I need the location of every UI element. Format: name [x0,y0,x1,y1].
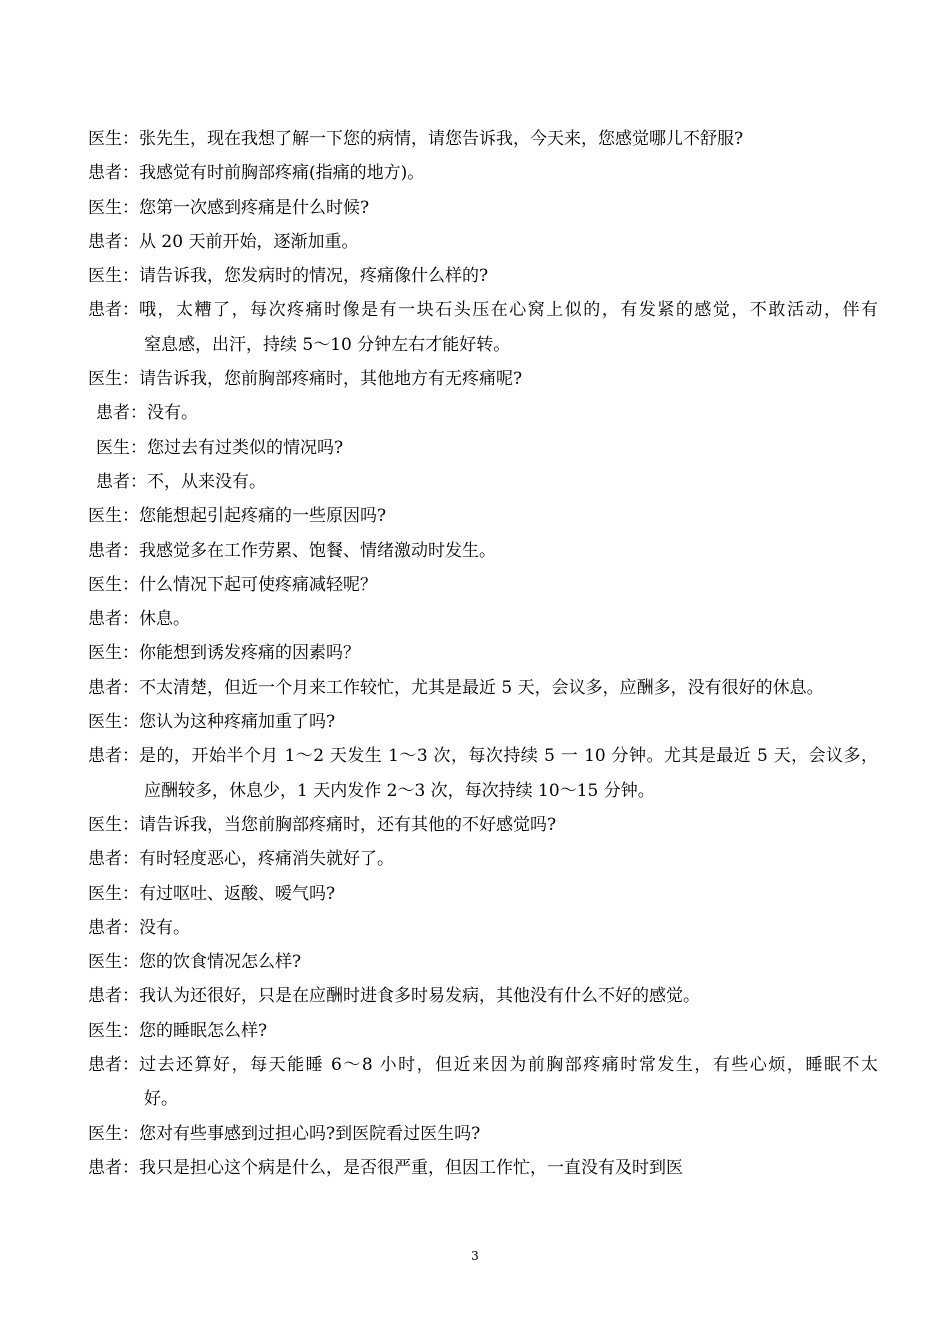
speaker-label: 患者： [88,1157,139,1178]
dialogue-line [88,362,878,396]
dialogue-line [88,465,878,499]
dialogue-line [88,636,878,670]
utterance-text: 没有。 [147,403,198,424]
utterance-text: 张先生，现在我想了解一下您的病情，请您告诉我，今天来，您感觉哪儿不舒服? [139,129,744,149]
speaker-label: 患者： [88,540,139,561]
utterance-text: 是的，开始半个月 1～2 天发生 1～3 次，每次持续 5 一 10 分钟。尤其是最近 5 天，会议多， [139,746,878,767]
dialogue-body [88,122,878,1185]
speaker-label: 医生： [88,1020,139,1041]
utterance-text: 不，从来没有。 [147,471,266,492]
dialogue-line [88,1014,878,1048]
dialogue-line [88,191,878,225]
speaker-label: 患者： [88,849,139,870]
speaker-label: 医生： [88,883,139,904]
dialogue-line [88,499,878,533]
dialogue-line [88,808,878,842]
utterance-text: 请告诉我，您前胸部疼痛时，其他地方有无疼痛呢? [139,369,523,390]
speaker-label: 医生： [88,506,139,527]
speaker-label: 患者： [88,986,139,1007]
utterance-text: 您对有些事感到过担心吗?到医院看过医生吗? [139,1123,481,1144]
utterance-text: 我感觉多在工作劳累、饱餐、情绪激动时发生。 [139,540,496,561]
speaker-label: 医生： [88,1123,139,1144]
utterance-continuation: 应酬较多，休息少，1 天内发作 2～3 次，每次持续 10～15 分钟。 [144,780,655,801]
speaker-label: 患者： [88,746,139,767]
dialogue-line [88,156,878,190]
utterance-text: 您过去有过类似的情况吗? [147,437,344,458]
utterance-text: 没有。 [139,917,190,938]
speaker-label: 医生： [88,266,139,287]
utterance-text: 您能想起引起疼痛的一些原因吗? [139,506,387,527]
dialogue-line [88,225,878,259]
speaker-label: 患者： [96,471,147,492]
dialogue-line [88,1117,878,1151]
speaker-label: 医生： [88,814,139,835]
utterance-text: 有时轻度恶心，疼痛消失就好了。 [139,849,394,870]
utterance-text: 有过呕吐、返酸、嗳气吗? [139,883,336,904]
utterance-text: 您的睡眠怎么样? [139,1020,268,1041]
dialogue-line [88,877,878,911]
dialogue-line [88,602,878,636]
speaker-label: 医生： [88,574,139,595]
dialogue-line [88,911,878,945]
utterance-text: 我感觉有时前胸部疼痛(指痛的地方)。 [139,163,425,184]
utterance-continuation: 好。 [144,1089,178,1110]
dialogue-line [88,259,878,293]
utterance-text: 请告诉我，您发病时的情况，疼痛像什么样的? [139,266,489,287]
utterance-text: 过去还算好，每天能睡 6～8 小时，但近来因为前胸部疼痛时常发生，有些心烦，睡眠不太 [139,1055,878,1076]
dialogue-line [88,396,878,430]
speaker-label: 患者： [88,677,139,698]
speaker-label: 医生： [88,129,139,149]
utterance-text: 您第一次感到疼痛是什么时候? [139,197,370,218]
utterance-text: 休息。 [139,609,190,630]
dialogue-line [88,945,878,979]
dialogue-line [88,122,878,156]
speaker-label: 患者： [88,609,139,630]
speaker-label: 患者： [88,163,139,184]
speaker-label: 患者： [96,403,147,424]
speaker-label: 医生： [96,437,147,458]
utterance-text: 您的饮食情况怎么样? [139,952,302,973]
dialogue-line [88,568,878,602]
dialogue-line [88,979,878,1013]
page-number: 3 [471,1249,479,1263]
utterance-text: 我认为还很好，只是在应酬时进食多时易发病，其他没有什么不好的感觉。 [139,986,700,1007]
utterance-text: 什么情况下起可使疼痛减轻呢？ [139,574,377,595]
speaker-label: 患者： [88,231,139,252]
utterance-text: 不太清楚，但近一个月来工作较忙，尤其是最近 5 天，会议多，应酬多，没有很好的休息。 [139,677,824,698]
speaker-label: 医生： [88,952,139,973]
utterance-text: 哦，太糟了，每次疼痛时像是有一块石头压在心窝上似的，有发紧的感觉，不敢活动，伴有 [139,300,878,321]
dialogue-line [88,293,878,327]
utterance-continuation: 窒息感，出汗，持续 5～10 分钟左右才能好转。 [144,334,511,355]
utterance-text: 你能想到诱发疼痛的因素吗？ [139,643,360,664]
dialogue-line [88,534,878,568]
speaker-label: 医生： [88,643,139,664]
speaker-label: 医生： [88,369,139,390]
utterance-text: 从 20 天前开始，逐渐加重。 [139,231,359,252]
utterance-text: 您认为这种疼痛加重了吗? [139,712,336,733]
utterance-text: 请告诉我，当您前胸部疼痛时，还有其他的不好感觉吗? [139,814,557,835]
speaker-label: 患者： [88,1055,139,1076]
speaker-label: 患者： [88,300,139,321]
dialogue-line [88,739,878,773]
dialogue-line [88,1048,878,1082]
speaker-label: 医生： [88,197,139,218]
dialogue-line [88,1151,878,1185]
dialogue-line [88,842,878,876]
dialogue-line [88,671,878,705]
dialogue-line [88,431,878,465]
speaker-label: 医生： [88,712,139,733]
utterance-text: 我只是担心这个病是什么，是否很严重，但因工作忙，一直没有及时到医 [139,1157,683,1178]
speaker-label: 患者： [88,917,139,938]
dialogue-line [88,705,878,739]
